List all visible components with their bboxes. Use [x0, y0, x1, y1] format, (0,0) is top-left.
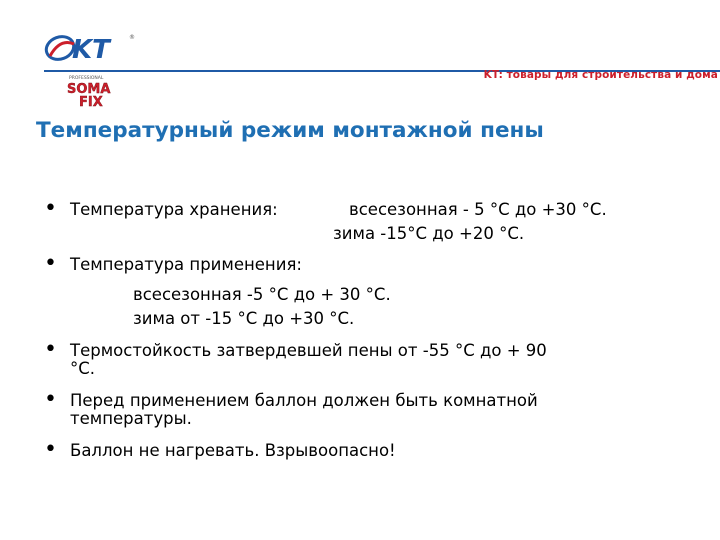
bullet-dot: •: [44, 337, 57, 362]
svg-text:PROFESSIONAL: PROFESSIONAL: [69, 76, 104, 81]
svg-text:KT: KT: [72, 35, 110, 65]
bullet-application-allseason: всесезонная -5 °С до + 30 °С.: [133, 285, 391, 304]
svg-text:SOMA: SOMA: [67, 82, 111, 97]
bullet-dot: •: [44, 196, 57, 221]
bullet-storage-label: Температура хранения:: [70, 200, 278, 219]
bullet-dot: •: [44, 251, 57, 276]
bullet-room-temp-line1: Перед применением баллон должен быть комнатной: [70, 391, 538, 410]
slide-title: Температурный режим монтажной пены: [36, 118, 544, 143]
bullet-application-label: Температура применения:: [70, 255, 302, 274]
bullet-heat-resistance-line1: Термостойкость затвердевшей пены от -55 °С до + 90: [70, 341, 547, 360]
somafix-logo: [66, 73, 122, 109]
bullet-application-winter: зима от -15 °С до +30 °С.: [133, 309, 355, 328]
bullet-storage-allseason: всесезонная - 5 °С до +30 °С.: [349, 200, 607, 219]
bullet-dot: •: [44, 437, 57, 462]
svg-text:FIX: FIX: [79, 95, 103, 109]
bullet-dot: •: [44, 387, 57, 412]
registered-mark: ®: [129, 34, 135, 41]
bullet-warning: Баллон не нагревать. Взрывоопасно!: [70, 441, 396, 460]
bullet-storage-winter: зима -15°С до +20 °С.: [333, 224, 525, 243]
header-tagline: KT: товары для строительства и дома: [483, 69, 718, 81]
bullet-heat-resistance-line2: °С.: [70, 359, 96, 378]
bullet-room-temp-line2: температуры.: [70, 409, 192, 428]
